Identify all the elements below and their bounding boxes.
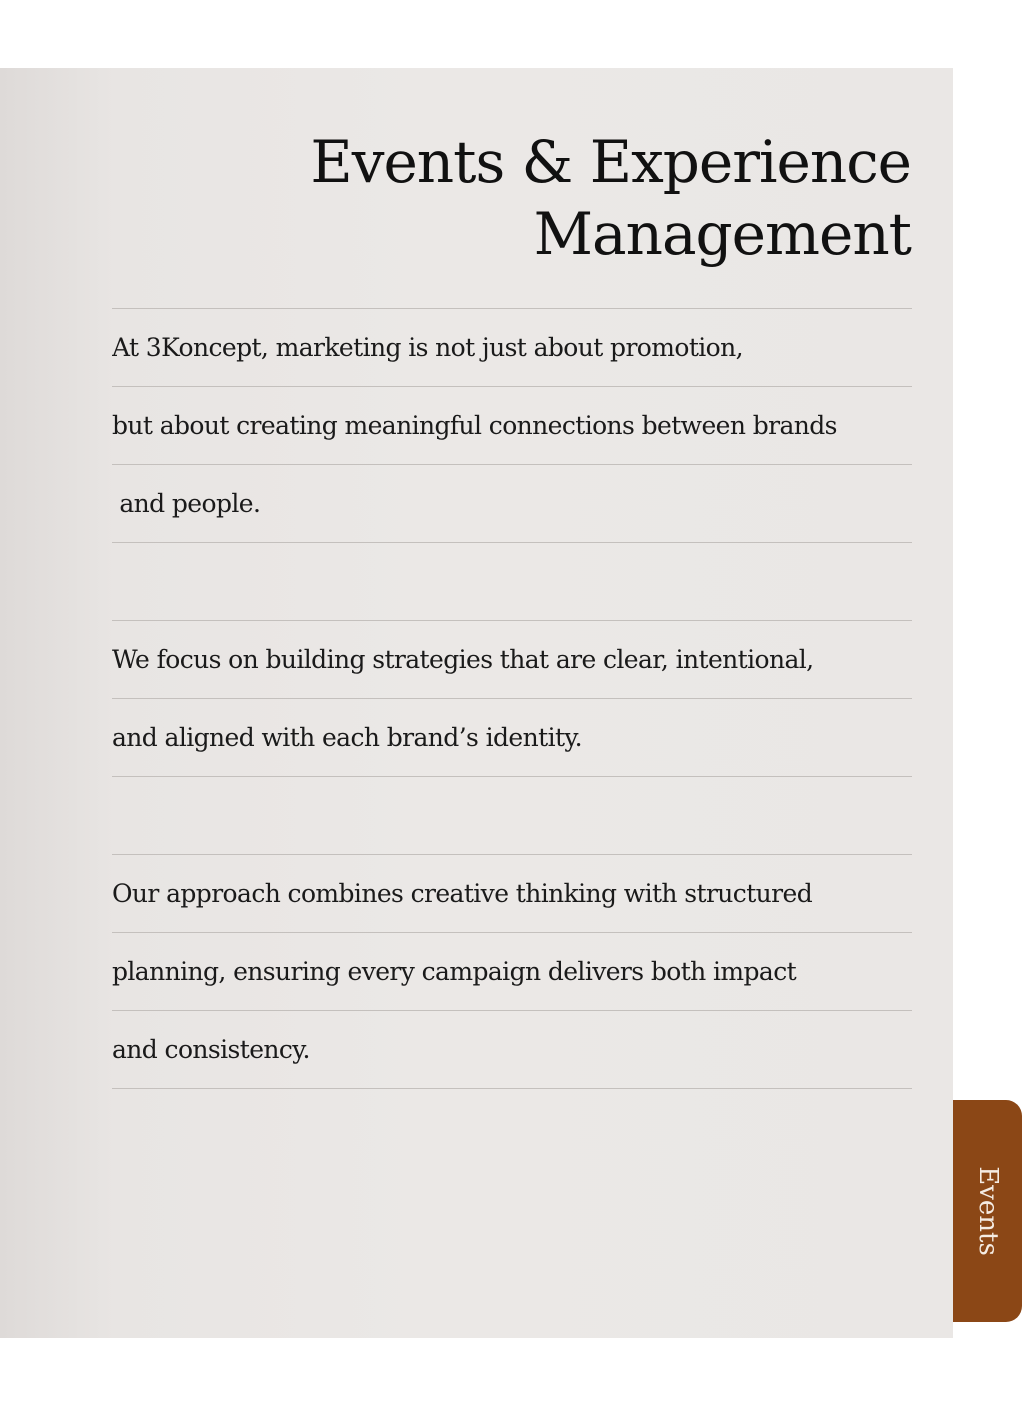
ruled-text-block xyxy=(112,308,912,1089)
text-line: and consistency. xyxy=(112,1011,912,1089)
title-line-2: Management xyxy=(533,200,911,268)
section-tab-label: Events xyxy=(972,1166,1003,1256)
page-title xyxy=(310,126,911,270)
section-tab-events[interactable] xyxy=(953,1100,1022,1322)
text-line: and people. xyxy=(112,465,912,543)
blank-line xyxy=(112,777,912,855)
title-line-1: Events & Experience xyxy=(310,128,911,196)
text-line: planning, ensuring every campaign delivers both impact xyxy=(112,933,912,1011)
text-line: Our approach combines creative thinking with structured xyxy=(112,855,912,933)
text-line: At 3Koncept, marketing is not just about promotion, xyxy=(112,309,912,387)
text-line: We focus on building strategies that are clear, intentional, xyxy=(112,621,912,699)
blank-line xyxy=(112,543,912,621)
paper-page xyxy=(0,68,953,1338)
text-line: and aligned with each brand’s identity. xyxy=(112,699,912,777)
text-line: but about creating meaningful connections between brands xyxy=(112,387,912,465)
